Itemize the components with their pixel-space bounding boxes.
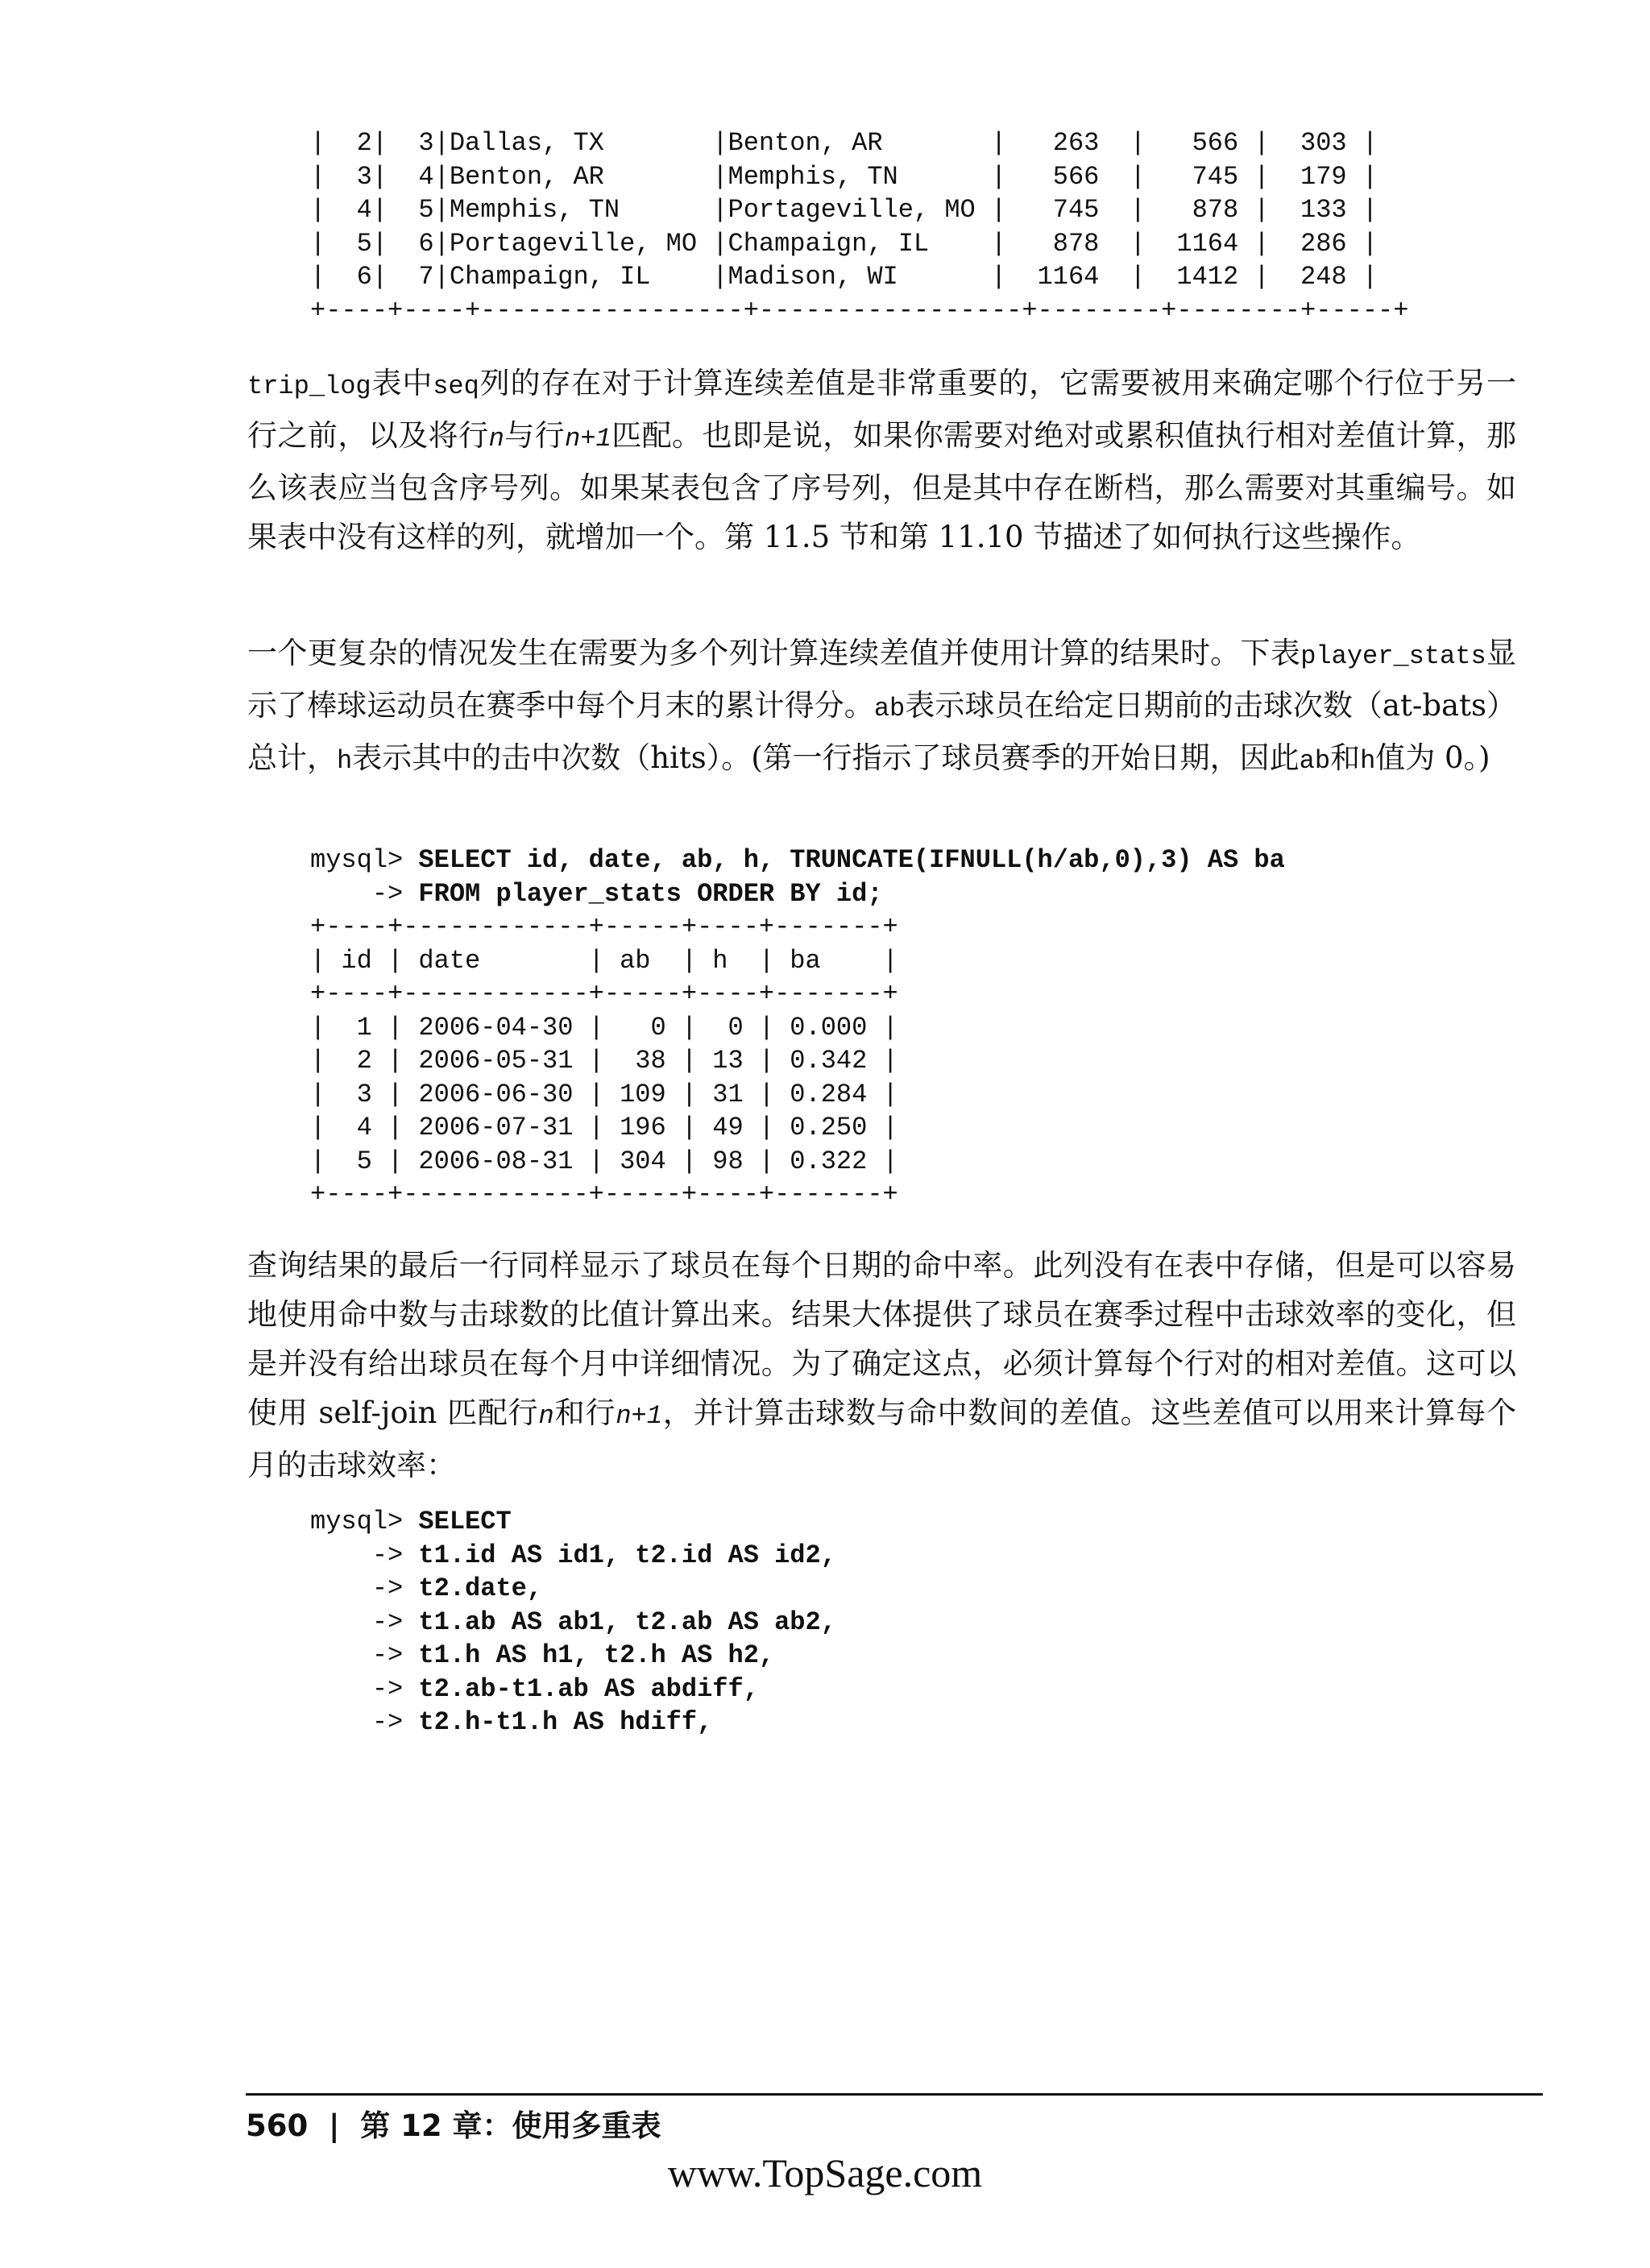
prompt: mysql> [310, 845, 419, 875]
table-border: +----+----+-----------------+-----------------+--------+--------+-----+ [310, 295, 1409, 325]
page-number: 560 [246, 2108, 309, 2143]
sql-line: t1.h AS h1, t2.h AS h2, [418, 1640, 775, 1670]
table-row: | 4 | 2006-07-31 | 196 | 49 | 0.250 | [310, 1113, 898, 1142]
prompt-continuation: -> [310, 1607, 419, 1637]
table-row: | 4| 5|Memphis, TN |Portageville, MO | 745 | 878 | 133 | [310, 195, 1378, 225]
table-row: | 5| 6|Portageville, MO |Champaign, IL | 878 | 1164 | 286 | [310, 228, 1378, 259]
trip-log-table [310, 126, 1408, 327]
table-row: | 3| 4|Benton, AR |Memphis, TN | 566 | 745 | 179 | [310, 161, 1378, 192]
prompt-continuation: -> [310, 1574, 419, 1603]
table-row: | 6| 7|Champaign, IL |Madison, WI | 1164 | 1412 | 248 | [310, 262, 1378, 292]
sql-line: SELECT [418, 1507, 512, 1536]
prompt-continuation: -> [310, 1540, 419, 1570]
footer-separator: | [329, 2108, 340, 2143]
table-border: +----+------------+-----+----+-------+ [310, 979, 898, 1009]
paragraph-player-stats: 一个更复杂的情况发生在需要为多个列计算连续差值并使用计算的结果时。下表player_stats显示了棒球运动员在赛季中每个月末的累计得分。ab表示球员在给定日期前的击球次数（at-bats）总计，h表示其中的击中次数（hits）。(第一行指示了球员赛季的开始日期，因此ab和h值为 0。) [247, 636, 1517, 776]
paragraph-self-join: 查询结果的最后一行同样显示了球员在每个日期的命中率。此列没有在表中存储，但是可以容易地使用命中数与击球数的比值计算出来。结果大体提供了球员在赛季过程中击球效率的变化，但是并没有给出球员在每个月中详细情况。为了确定这点，必须计算每个行对的相对差值。这可以使用 self-join 匹配行n和行n+1，并计算击球数与命中数间的差值。这些差值可以用来计算每个月的击球效率： [247, 1248, 1516, 1482]
watermark: www.TopSage.com [667, 2150, 983, 2195]
table-border: +----+------------+-----+----+-------+ [310, 912, 898, 942]
sql-line: t2.h-t1.h AS hdiff, [418, 1707, 713, 1737]
table-border: +----+------------+-----+----+-------+ [310, 1180, 898, 1209]
sql-line: t1.id AS id1, t2.id AS id2, [418, 1540, 836, 1570]
prompt-continuation: -> [310, 1707, 419, 1737]
prompt: mysql> [310, 1507, 419, 1536]
prompt-continuation: -> [310, 1673, 419, 1704]
table-header: | id | date | ab | h | ba | [310, 945, 898, 976]
table-row: | 2 | 2006-05-31 | 38 | 13 | 0.342 | [310, 1046, 898, 1076]
table-row: | 3 | 2006-06-30 | 109 | 31 | 0.284 | [310, 1079, 898, 1109]
prompt-continuation: -> [310, 1640, 419, 1670]
page-footer [246, 2101, 661, 2145]
paragraph-seq-column: trip_log表中seq列的存在对于计算连续差值是非常重要的，它需要被用来确定哪个行位于另一行之前，以及将行n与行n+1匹配。也即是说，如果你需要对绝对或累积值执行相对差值计算，那么该表应当包含序号列。如果某表包含了序号列，但是其中存在断档，那么需要对其重编号。如果表中没有这样的列，就增加一个。第 11.5 节和第 11.10 节描述了如何执行这些操作。 [247, 366, 1517, 554]
prompt-continuation: -> [310, 878, 419, 909]
sql-line: FROM player_stats ORDER BY id; [418, 878, 883, 909]
table-row: | 1 | 2006-04-30 | 0 | 0 | 0.000 | [310, 1012, 898, 1043]
footer-rule [246, 2093, 1543, 2096]
table-row: | 5 | 2006-08-31 | 304 | 98 | 0.322 | [310, 1146, 898, 1176]
sql-line: t1.ab AS ab1, t2.ab AS ab2, [418, 1607, 836, 1637]
self-join-query [310, 1505, 836, 1739]
sql-line: t2.ab-t1.ab AS abdiff, [418, 1673, 759, 1704]
sql-line: t2.date, [418, 1574, 543, 1603]
player-stats-query [310, 844, 1285, 1212]
sql-line: SELECT id, date, ab, h, TRUNCATE(IFNULL(h/ab,0),3) AS ba [418, 845, 1285, 875]
table-row: | 2| 3|Dallas, TX |Benton, AR | 263 | 566 | 303 | [310, 128, 1378, 158]
chapter-title: 第 12 章：使用多重表 [360, 2108, 661, 2143]
